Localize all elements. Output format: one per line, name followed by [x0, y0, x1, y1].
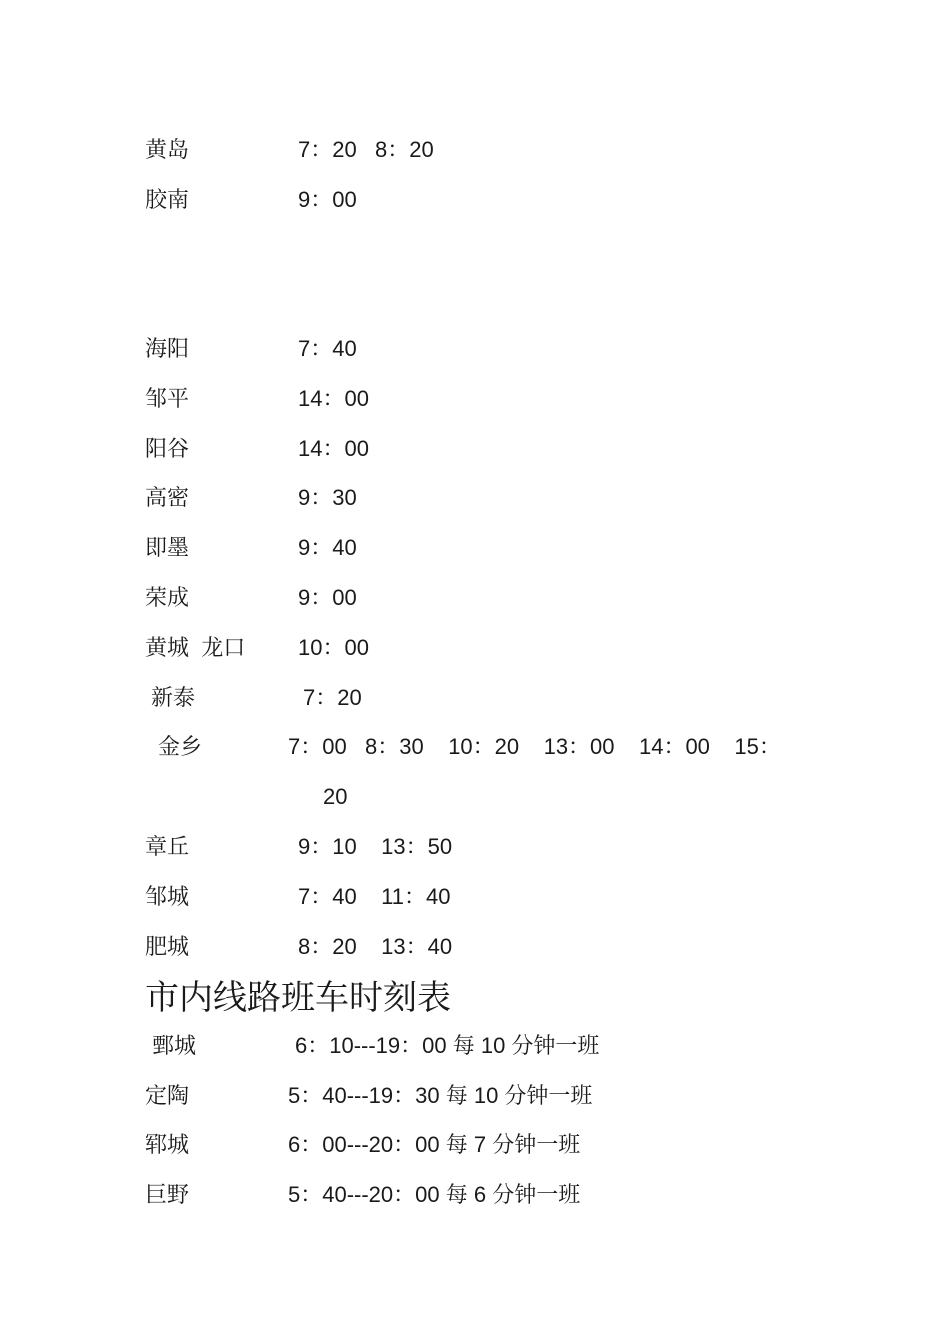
- departure-times: 14：00: [298, 436, 369, 461]
- place-name: 黄岛: [145, 137, 190, 162]
- service-schedule: 5：40---19：30 每 10 分钟一班: [288, 1083, 593, 1108]
- departure-times: 9：00: [298, 187, 357, 212]
- departure-times: 8：20 13：40: [298, 934, 453, 959]
- place-name: 邹平: [145, 386, 190, 411]
- departure-times: 7：40 11：40: [298, 884, 451, 909]
- place-name: 巨野: [145, 1182, 190, 1207]
- departure-times: 7：20 8：20: [298, 137, 434, 162]
- departure-times: 7：40: [298, 336, 357, 361]
- place-name: 郓城: [145, 1132, 190, 1157]
- place-name: 高密: [145, 485, 190, 510]
- place-name: 胶南: [145, 187, 190, 212]
- place-name: 新泰: [151, 685, 196, 710]
- place-name: 邹城: [145, 884, 190, 909]
- place-name: 荣成: [145, 585, 190, 610]
- place-name: 即墨: [145, 535, 190, 560]
- departure-times: 9：40: [298, 535, 357, 560]
- place-name: 海阳: [145, 336, 190, 361]
- place-name: 肥城: [145, 934, 190, 959]
- departure-times: 7：20: [303, 685, 362, 710]
- service-schedule: 6：00---20：00 每 7 分钟一班: [288, 1132, 581, 1157]
- departure-times-continued: 20: [323, 784, 348, 809]
- departure-times: 10：00: [298, 635, 369, 660]
- place-name: 章丘: [145, 834, 190, 859]
- place-name: 黄城 龙口: [145, 635, 246, 660]
- departure-times: 14：00: [298, 386, 369, 411]
- place-name: 阳谷: [145, 436, 190, 461]
- place-name: 定陶: [145, 1083, 190, 1108]
- departure-times: 9：00: [298, 585, 357, 610]
- section-title: 市内线路班车时刻表: [145, 979, 451, 1017]
- place-name: 金乡: [158, 734, 203, 759]
- departure-times: 7：00 8：30 10：20 13：00 14：00 15：: [288, 734, 781, 759]
- departure-times: 9：30: [298, 485, 357, 510]
- place-name: 鄄城: [152, 1033, 197, 1058]
- departure-times: 9：10 13：50: [298, 834, 453, 859]
- service-schedule: 6：10---19：00 每 10 分钟一班: [295, 1033, 600, 1058]
- service-schedule: 5：40---20：00 每 6 分钟一班: [288, 1182, 581, 1207]
